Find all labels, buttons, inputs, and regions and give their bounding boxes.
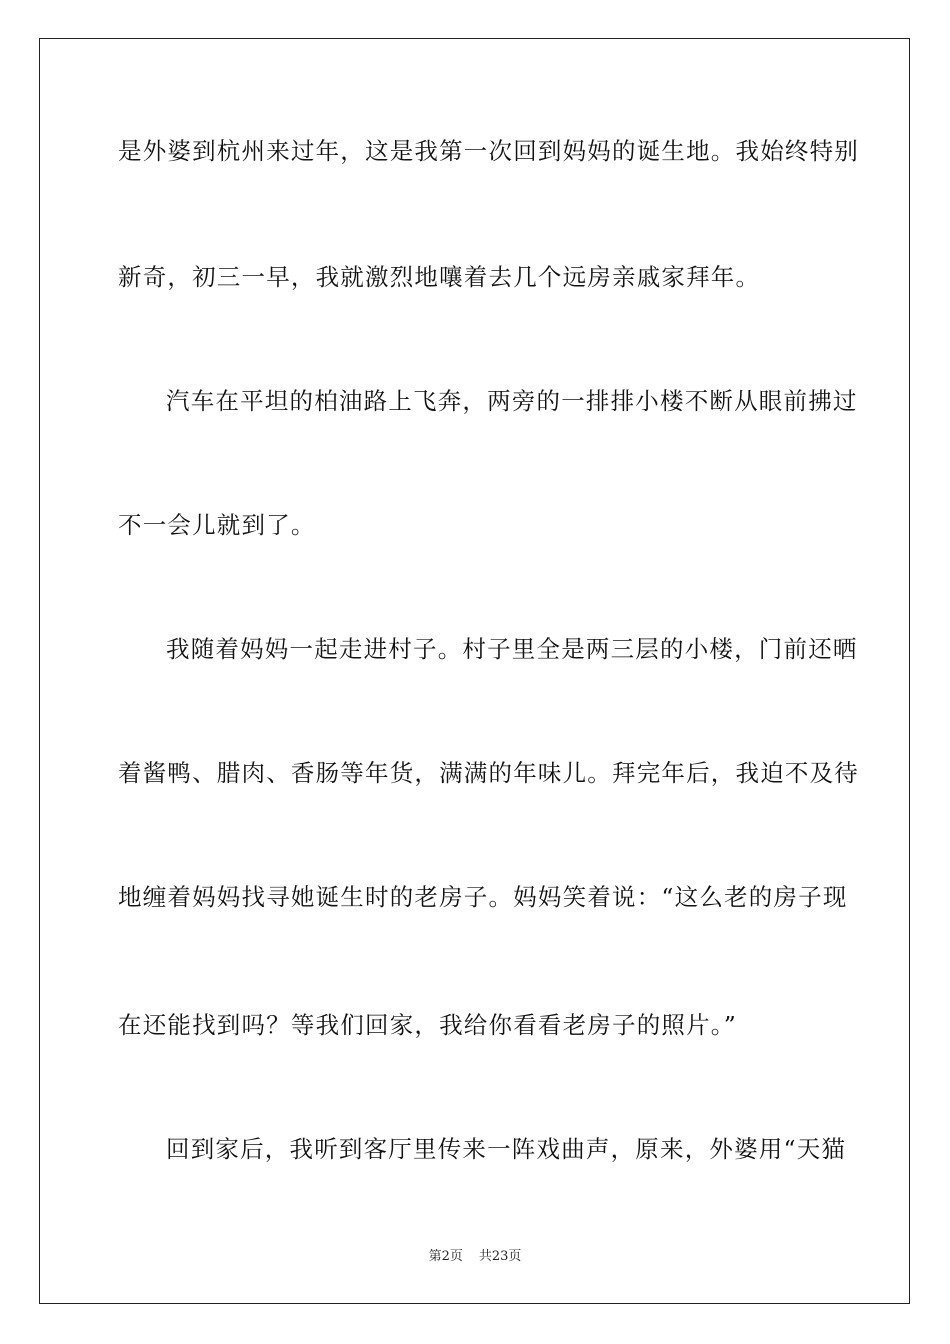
paragraph-line: 着酱鸭、腊肉、香肠等年货，满满的年味儿。拜完年后，我迫不及待	[118, 759, 859, 787]
paragraph-line: 在还能找到吗？等我们回家，我给你看看老房子的照片。”	[118, 1011, 737, 1039]
paragraph-line: 是外婆到杭州来过年，这是我第一次回到妈妈的诞生地。我始终特别	[118, 137, 859, 165]
paragraph-line: 地缠着妈妈找寻她诞生时的老房子。妈妈笑着说：“这么老的房子现	[118, 883, 848, 911]
page-total: 共23页	[478, 1249, 522, 1264]
paragraph-line: 不一会儿就到了。	[118, 511, 316, 539]
paragraph-line: 我随着妈妈一起走进村子。村子里全是两三层的小楼，门前还晒	[166, 635, 858, 663]
page-number: 第2页	[428, 1249, 463, 1264]
paragraph-line: 新奇，初三一早，我就激烈地嚷着去几个远房亲戚家拜年。	[118, 263, 761, 291]
paragraph-line: 回到家后，我听到客厅里传来一阵戏曲声，原来，外婆用“天猫	[166, 1135, 847, 1163]
page-border	[39, 38, 910, 1304]
paragraph-line: 汽车在平坦的柏油路上飞奔，两旁的一排排小楼不断从眼前拂过	[166, 387, 858, 415]
page-footer	[0, 1248, 950, 1266]
